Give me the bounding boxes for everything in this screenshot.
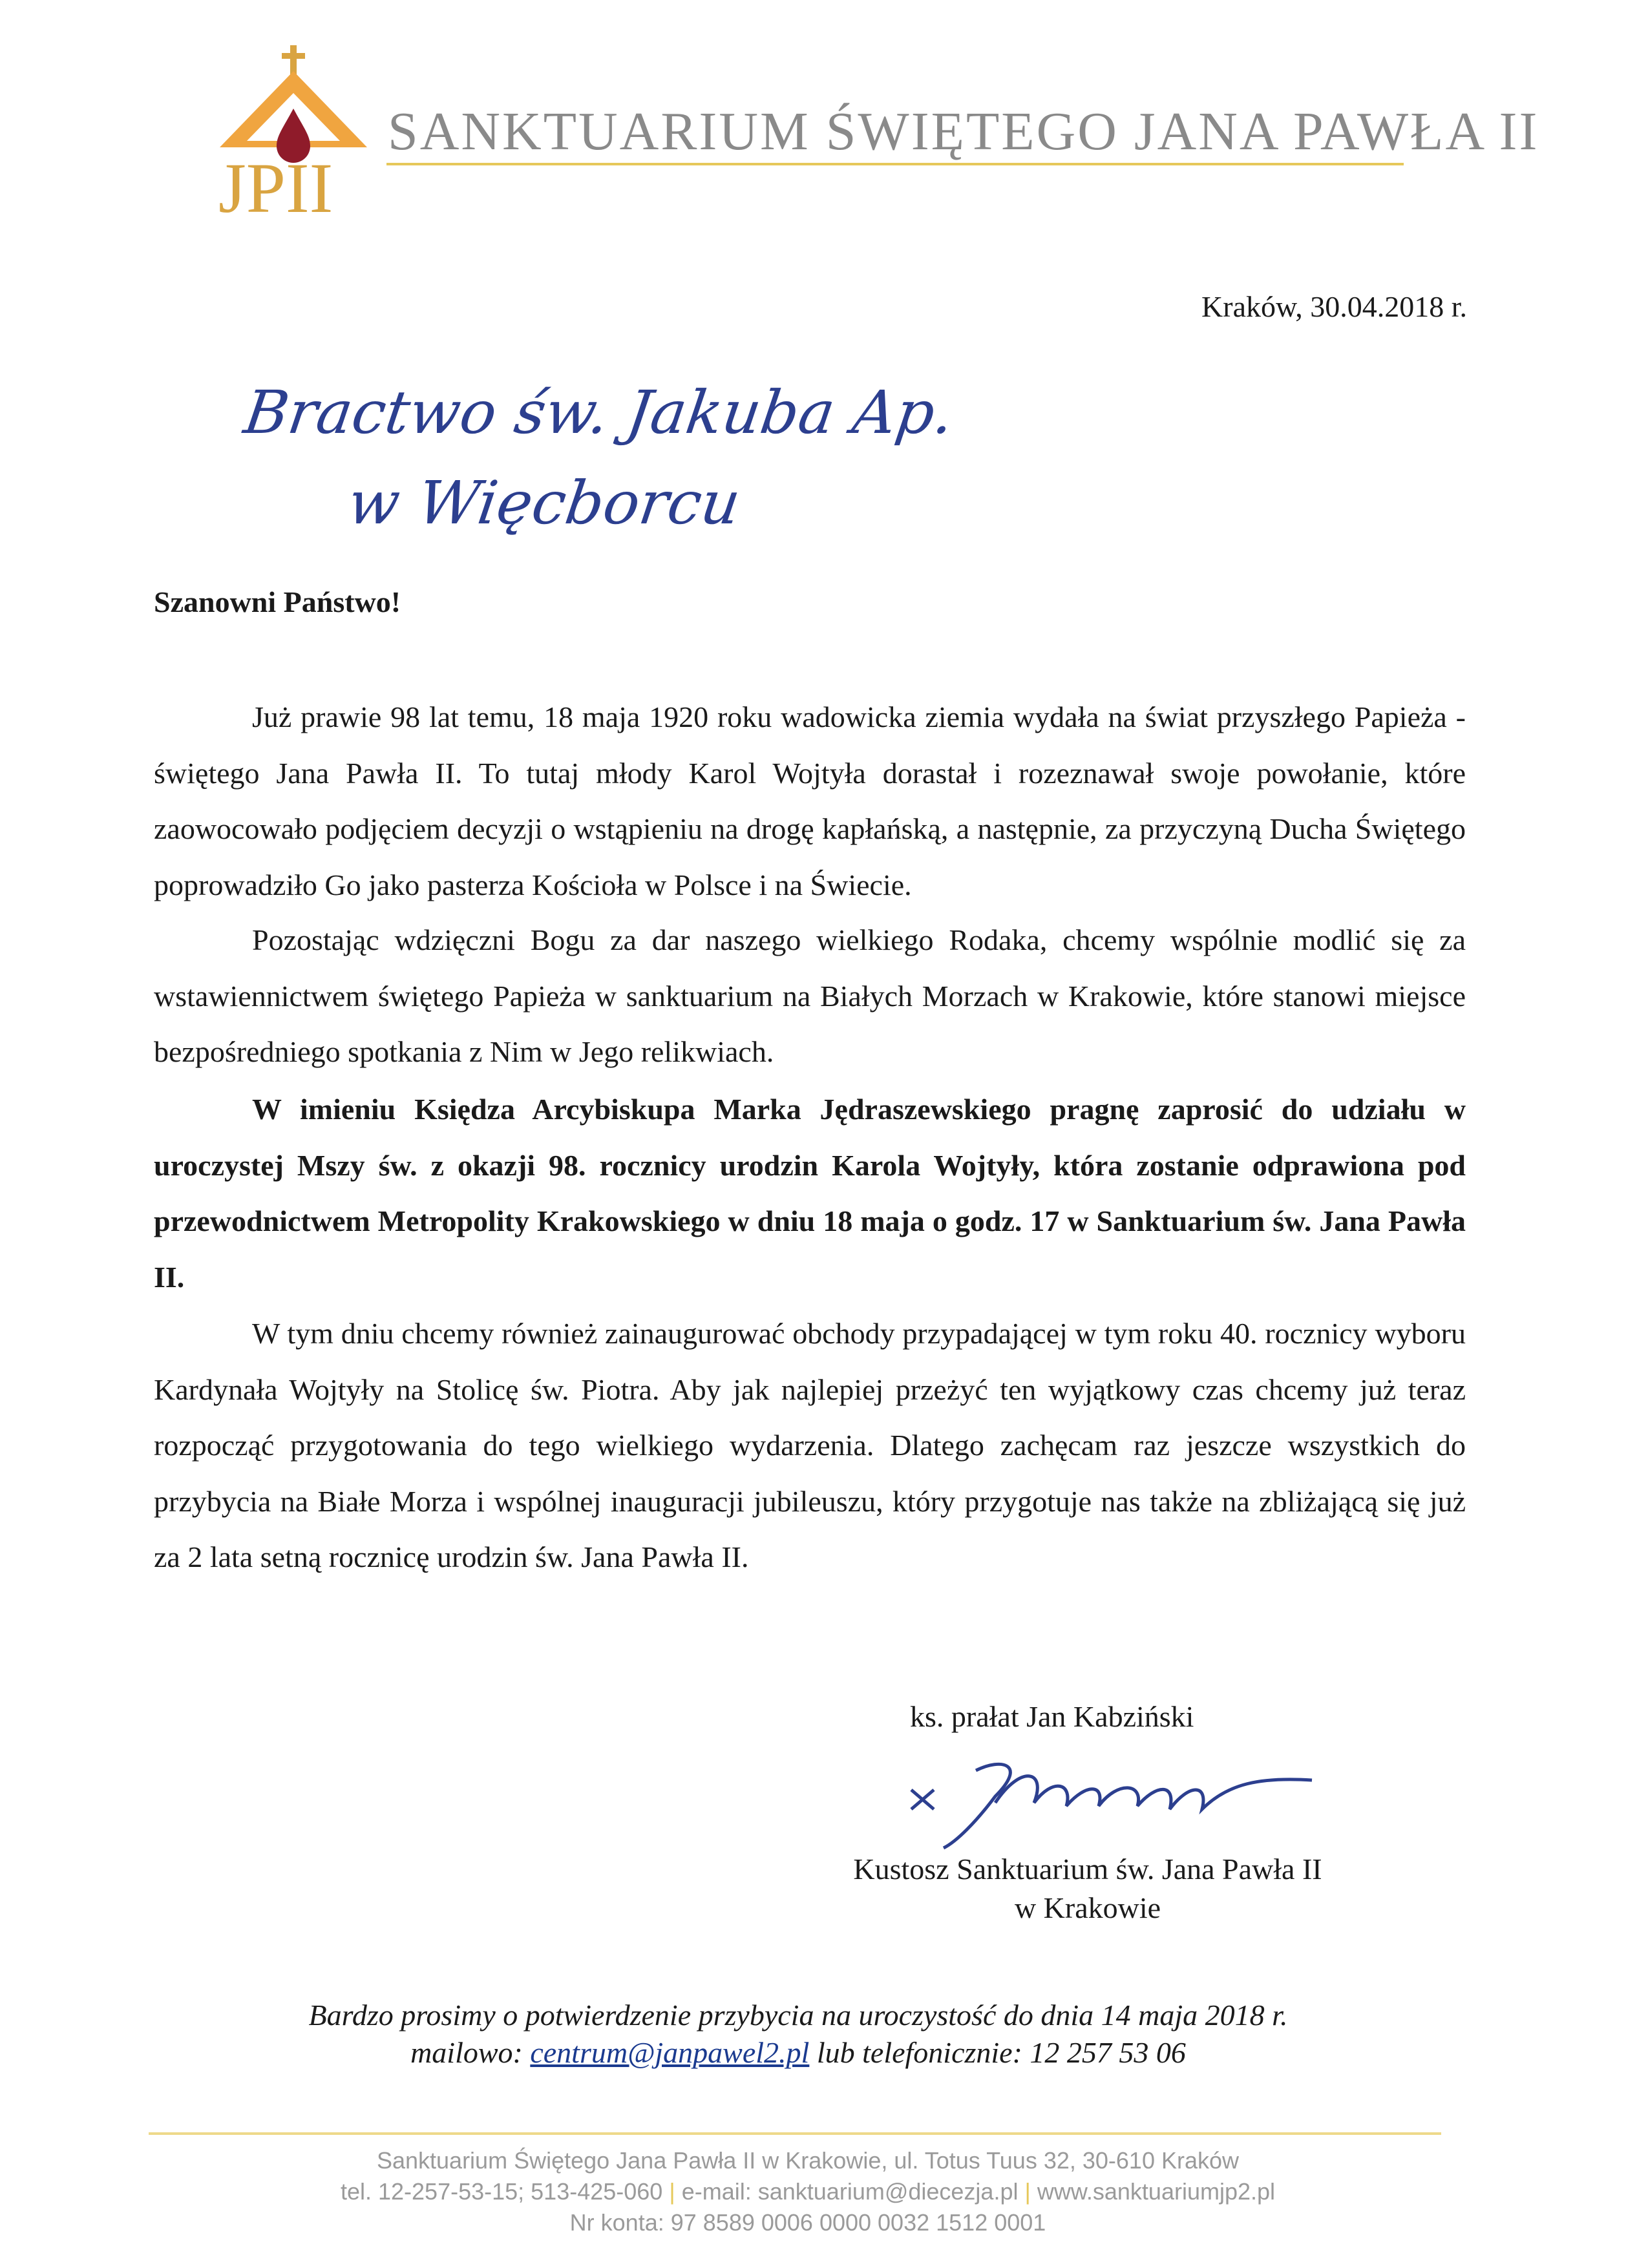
- letter-date: Kraków, 30.04.2018 r.: [1201, 290, 1467, 323]
- footer-divider: [149, 2132, 1441, 2135]
- signatory-title-line-2: w Krakowie: [1014, 1891, 1161, 1924]
- header-divider: [386, 163, 1404, 165]
- body-paragraph-4: W tym dniu chcemy również zainaugurować obchody przypadającej w tym roku 40. rocznicy wyboru Kardynała Wojtyły na Stolicę św. Piotra. Aby jak najlepiej przeżyć ten wyjątkowy czas chcemy już teraz rozpocząć przygotowania do tego wielkiego wydarzenia. Dlatego zachęcam raz jeszcze wszystkich do przybycia na Białe Morza i wspólnej inauguracji jubileuszu, który przygotuje nas także na zbliżającą się już za 2 lata setną rocznicę urodzin św. Jana Pawła II.: [154, 1317, 1466, 1573]
- signatory-title: [826, 1850, 1349, 1927]
- sanctuary-logo: [213, 45, 375, 233]
- rsvp-prefix: mailowo:: [410, 2036, 531, 2069]
- handwritten-line-2: w Więcborcu: [343, 468, 745, 538]
- body-paragraph-3: W imieniu Księdza Arcybiskupa Marka Jędraszewskiego pragnę zaprosić do udziału w uroczystej Mszy św. z okazji 98. rocznicy urodzin Karola Wojtyły, która zostanie odprawiona pod przewodnictwem Metropolity Krakowskiego w dniu 18 maja o godz. 17 w Sanktuarium św. Jana Pawła II.: [154, 1093, 1466, 1294]
- body-paragraph-2: Pozostając wdzięczni Bogu za dar naszego wielkiego Rodaka, chcemy wspólnie modlić się za wstawiennictwem świętego Papieża w sanktuarium na Białych Morzach w Krakowie, które stanowi miejsce bezpośredniego spotkania z Nim w Jego relikwiach.: [154, 923, 1466, 1068]
- rsvp-line-1: Bardzo prosimy o potwierdzenie przybycia na uroczystość do dnia 14 maja 2018 r.: [308, 1999, 1288, 2032]
- footer-contact: [149, 2176, 1467, 2207]
- rsvp-note: [194, 1997, 1402, 2072]
- signatory-title-line-1: Kustosz Sanktuarium św. Jana Pawła II: [853, 1853, 1322, 1885]
- rsvp-suffix: lub telefonicznie: 12 257 53 06: [809, 2036, 1186, 2069]
- footer-email[interactable]: e-mail: sanktuarium@diecezja.pl: [681, 2178, 1019, 2205]
- footer-separator: |: [669, 2178, 675, 2205]
- handwritten-recipient: [239, 362, 1002, 549]
- footer-separator: |: [1024, 2178, 1031, 2205]
- footer-phone: tel. 12-257-53-15; 513-425-060: [340, 2178, 663, 2205]
- handwritten-line-1: Bractwo św. Jakuba Ap.: [240, 377, 958, 447]
- footer: [149, 2145, 1467, 2238]
- rsvp-line-2: [194, 2034, 1402, 2072]
- salutation: Szanowni Państwo!: [154, 585, 401, 618]
- logo-letters: JPII: [218, 149, 333, 227]
- footer-address: Sanktuarium Świętego Jana Pawła II w Krakowie, ul. Totus Tuus 32, 30-610 Kraków: [376, 2147, 1240, 2174]
- handwritten-signature: [898, 1745, 1325, 1861]
- footer-bank-account: Nr konta: 97 8589 0006 0000 0032 1512 0001: [569, 2209, 1046, 2236]
- rsvp-email-link[interactable]: centrum@janpawel2.pl: [530, 2036, 810, 2069]
- footer-website[interactable]: www.sanktuariumjp2.pl: [1037, 2178, 1276, 2205]
- body-paragraph-1: Już prawie 98 lat temu, 18 maja 1920 roku wadowicka ziemia wydała na świat przyszłego Papieża - świętego Jana Pawła II. To tutaj młody Karol Wojtyła dorastał i rozeznawał swoje powołanie, które zaowocowało podjęciem decyzji o wstąpieniu na drogę kapłańską, a następnie, za przyczyną Ducha Świętego poprowadziło Go jako pasterza Kościoła w Polsce i na Świecie.: [154, 700, 1466, 901]
- header-title: SANKTUARIUM ŚWIĘTEGO JANA PAWŁA II: [388, 101, 1539, 162]
- signatory-name: ks. prałat Jan Kabziński: [910, 1700, 1194, 1733]
